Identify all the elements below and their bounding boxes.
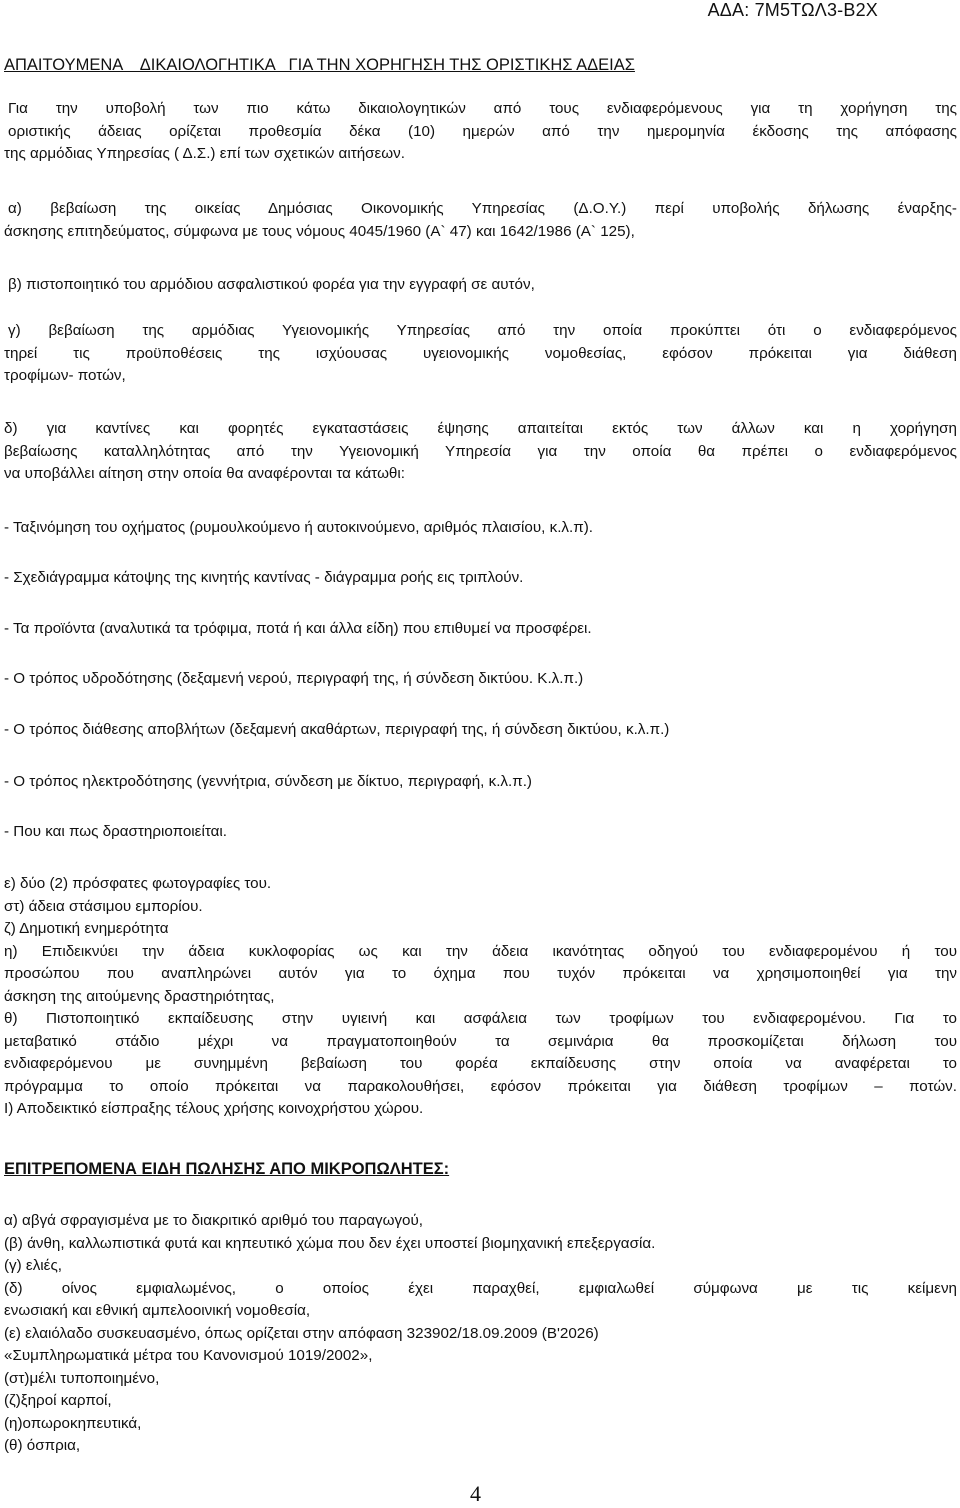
item-line: άσκηση της αιτούμενης δραστηριότητας, [4, 987, 275, 1005]
dash-item-text: - Ταξινόμηση του οχήματος (ρυμουλκούμενο ή αυτοκινούμενο, αριθμός πλαισίου, κ.λ.π). [4, 519, 593, 536]
item-line: ζ) Δημοτική ενημερότητα [4, 920, 169, 937]
intro-paragraph [4, 98, 957, 166]
page-number: 4 [470, 1481, 481, 1506]
allowed-item: α) αβγά σφραγισμένα με το διακριτικό αριθμό του παραγωγού, [4, 1212, 424, 1229]
dash-item [4, 821, 957, 844]
dash-item [4, 771, 957, 794]
item-a-line: α) βεβαίωση της οικείας Δημόσιας Οικονομικής Υπηρεσίας (Δ.Ο.Υ.) περί υποβολής δήλωσης έναρξης- [8, 200, 957, 217]
page-title: ΑΠΑΙΤΟΥΜΕΝΑ ΔΙΚΑΙΟΛΟΓΗΤΙΚΑ ΓΙΑ ΤΗΝ ΧΟΡΗΓΗΣΗ ΤΗΣ ΟΡΙΣΤΙΚΗΣ ΑΔΕΙΑΣ [4, 56, 635, 74]
dash-item-text: - Ο τρόπος ηλεκτροδότησης (γεννήτρια, σύνδεση με δίκτυο, περιγραφή, κ.λ.π.) [4, 773, 532, 790]
dash-item [4, 668, 957, 691]
intro-line: της αρμόδιας Υπηρεσίας ( Δ.Σ.) επί των σχετικών αιτήσεων. [4, 145, 405, 162]
allowed-item: (η)οπωροκηπευτικά, [4, 1414, 142, 1432]
item-d-line: δ) για καντίνες και φορητές εγκαταστάσεις έψησης απαιτείται εκτός των άλλων και η χορήγηση [4, 420, 957, 437]
item-g [4, 320, 957, 388]
dash-item-text: - Ο τρόπος διάθεσης αποβλήτων (δεξαμενή ακαθάρτων, περιγραφή της, ή σύνδεση δικτύου, κ.λ.π.) [4, 721, 670, 738]
item-g-line: τροφίμων- ποτών, [4, 367, 126, 384]
allowed-item: (στ)μέλι τυποποιημένο, [4, 1369, 160, 1387]
item-g-line: γ) βεβαίωση της αρμόδιας Υγειονομικής Υπηρεσίας από την οποία προκύπτει ότι ο ενδιαφερόμενος [8, 322, 957, 339]
dash-item [4, 517, 957, 540]
item-d [4, 418, 957, 486]
allowed-item: (β) άνθη, καλλωπιστικά φυτά και κηπευτικό χώμα που δεν έχει υποστεί βιομηχανική επεξεργασία. [4, 1234, 656, 1252]
item-a [4, 198, 957, 243]
dash-item [4, 618, 957, 641]
dash-item-text: - Τα προϊόντα (αναλυτικά τα τρόφιμα, ποτά ή και άλλα είδη) που επιθυμεί να προσφέρει. [4, 620, 592, 637]
allowed-item: «Συμπληρωματικά μέτρα του Κανονισμού 1019/2002», [4, 1347, 373, 1364]
item-b-line: β) πιστοποιητικό του αρμόδιου ασφαλιστικού φορέα για την εγγραφή σε αυτόν, [8, 276, 535, 293]
item-d-line: βεβαίωσης καταλληλότητας από την Υγειονομική Υπηρεσία για την οποία θα πρέπει ο ενδιαφερόμενος [4, 442, 957, 460]
intro-line: οριστικής άδειας ορίζεται προθεσμία δέκα (10) ημερών από την ημερομηνία έκδοσης της απόφασης [8, 122, 957, 140]
item-line: στ) άδεια στάσιμου εμπορίου. [4, 897, 203, 915]
items-e-to-l [4, 873, 957, 1121]
item-b [4, 274, 957, 297]
item-line: πρόγραμμα το οποίο πρόκειται να παρακολουθήσει, εφόσον πρόκειται για διάθεση τροφίμων – ποτών. [4, 1077, 957, 1095]
item-line: μεταβατικό στάδιο μέχρι να πραγματοποιηθούν τα σεμινάρια θα προσκομίζεται δήλωση του [4, 1032, 957, 1050]
dash-item [4, 719, 957, 742]
dash-item-text: - Σχεδιάγραμμα κάτοψης της κινητής καντίνας - διάγραμμα ροής εις τριπλούν. [4, 569, 524, 586]
item-g-line: τηρεί τις προϋποθέσεις της ισχύουσας υγειονομικής νομοθεσίας, εφόσον πρόκειται για διάθεση [4, 344, 957, 362]
item-line: θ) Πιστοποιητικό εκπαίδευσης στην υγιεινή και ασφάλεια των τροφίμων του ενδιαφερομένου. Για το [4, 1010, 957, 1027]
item-line: προσώπου που αναπληρώνει αυτόν για το όχημα που τυχόν πρόκειται να χρησιμοποιηθεί για την [4, 965, 957, 982]
allowed-item: (ε) ελαιόλαδο συσκευασμένο, όπως ορίζεται στην απόφαση 323902/18.09.2009 (Β'2026) [4, 1324, 599, 1342]
item-a-line: άσκησης επιτηδεύματος, σύμφωνα με τους νόμους 4045/1960 (Α` 47) και 1642/1986 (Α` 125), [4, 222, 635, 240]
item-line: ε) δύο (2) πρόσφατες φωτογραφίες του. [4, 875, 272, 892]
item-line: ενδιαφερόμενου με συνημμένη βεβαίωση του φορέα εκπαίδευσης στην οποία να αναφέρεται το [4, 1055, 957, 1072]
item-line: Ι) Αποδεικτικό είσπραξης τέλους χρήσης κοινοχρήστου χώρου. [4, 1100, 424, 1117]
allowed-item: (θ) όσπρια, [4, 1437, 81, 1454]
allowed-item: (ζ)ξηροί καρποί, [4, 1392, 112, 1409]
dash-item-text: - Που και πως δραστηριοποιείται. [4, 823, 227, 840]
ada-code: ΑΔΑ: 7Μ5ΤΩΛ3-Β2Χ [707, 0, 878, 20]
item-line: η) Επιδεικνύει την άδεια κυκλοφορίας ως και την άδεια ικανότητας οδηγού του ενδιαφερομένου ή του [4, 942, 957, 960]
dash-item [4, 567, 957, 590]
item-d-line: να υποβάλλει αίτηση στην οποία θα αναφέρονται τα κάτωθι: [4, 465, 405, 482]
allowed-item: ενωσιακή και εθνική αμπελοοινική νομοθεσία, [4, 1302, 311, 1319]
dash-item-text: - Ο τρόπος υδροδότησης (δεξαμενή νερού, περιγραφή της, ή σύνδεση δικτύου. Κ.λ.π.) [4, 670, 584, 687]
allowed-item: (γ) ελιές, [4, 1257, 62, 1274]
allowed-items-list [4, 1210, 957, 1458]
intro-line: Για την υποβολή των πιο κάτω δικαιολογητικών από τους ενδιαφερόμενους για τη χορήγηση της [8, 100, 957, 117]
section-heading: ΕΠΙΤΡΕΠΟΜΕΝΑ ΕΙΔΗ ΠΩΛΗΣΗΣ ΑΠΟ ΜΙΚΡΟΠΩΛΗΤΕΣ: [4, 1160, 450, 1178]
allowed-item: (δ) οίνος εμφιαλωμένος, ο οποίος έχει παραχθεί, εμφιαλωθεί σύμφωνα με τις κείμενη [4, 1279, 957, 1297]
